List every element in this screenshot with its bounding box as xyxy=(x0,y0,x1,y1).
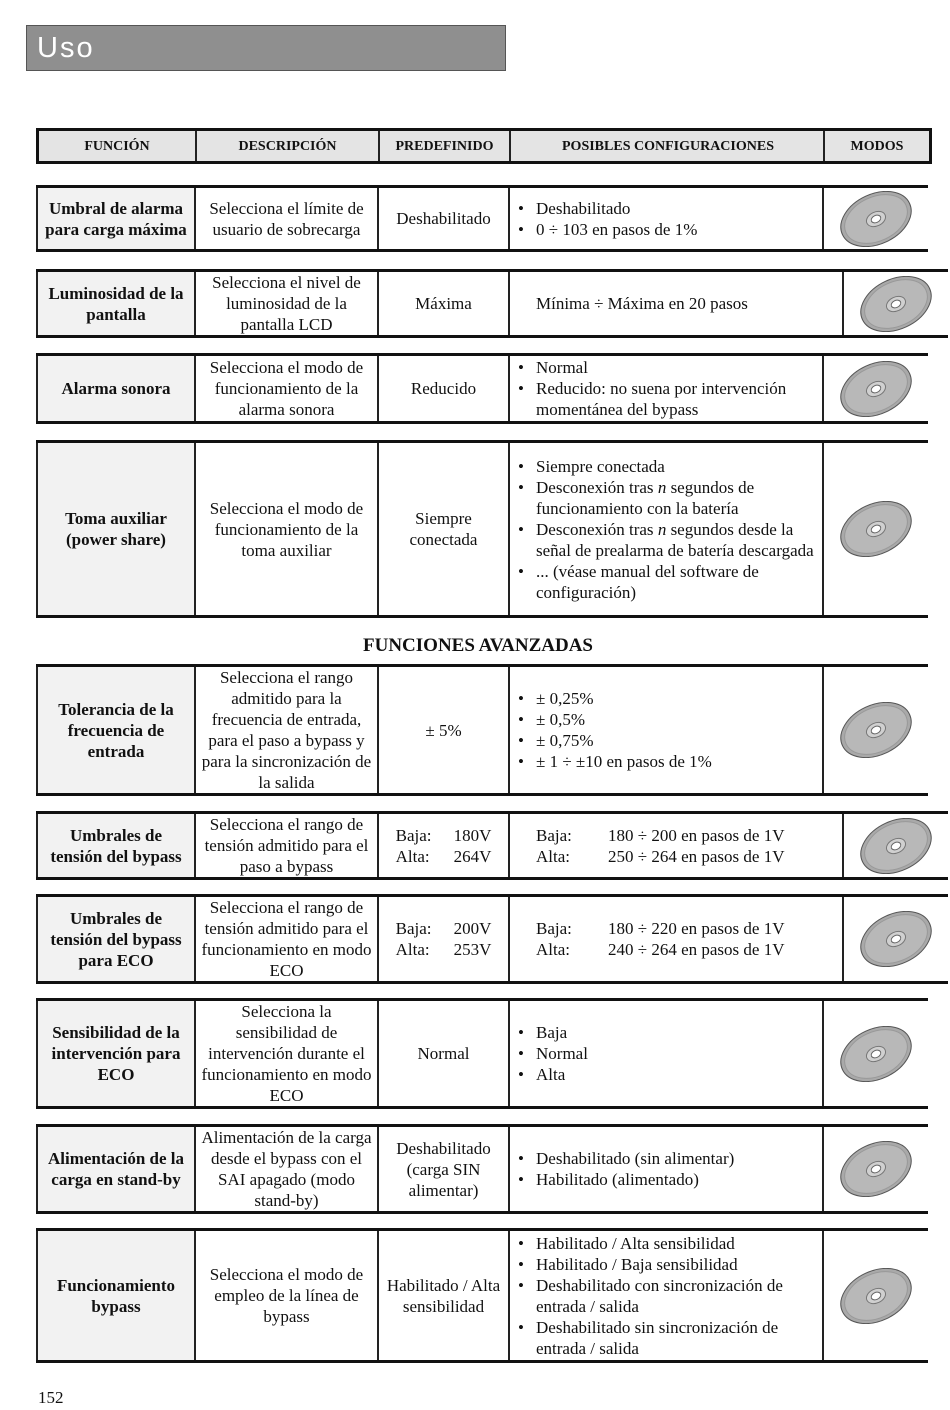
cfg-low-value: 180 ÷ 220 en pasos de 1V xyxy=(608,919,785,938)
row-funcion: Alimentación de la carga en stand-by xyxy=(37,1126,195,1213)
row-predefinido xyxy=(378,813,509,879)
config-item: • Habilitado / Alta sensibilidad xyxy=(536,1233,818,1254)
row-predefinido xyxy=(378,896,509,983)
cfg-low-label: Baja: xyxy=(536,825,572,845)
table-row xyxy=(36,811,948,880)
row-config xyxy=(509,355,823,423)
row-descripcion: Selecciona el rango de tensión admitido para el funcionamiento en modo ECO xyxy=(195,896,378,983)
mode-cell xyxy=(823,1000,928,1108)
pred-high-value: 253V xyxy=(453,940,492,959)
mode-cell xyxy=(823,355,928,423)
header-predefinido: PREDEFINIDO xyxy=(379,130,510,163)
row-funcion: Umbrales de tensión del bypass para ECO xyxy=(37,896,195,983)
row-predefinido: ± 5% xyxy=(378,666,509,795)
row-descripcion: Selecciona el modo de funcionamiento de la alarma sonora xyxy=(195,355,378,423)
row-config xyxy=(509,896,843,983)
row-predefinido: Reducido xyxy=(378,355,509,423)
config-item: • Deshabilitado con sincronización de entrada / salida xyxy=(536,1275,818,1317)
table-row xyxy=(36,1228,928,1363)
cfg-low-value: 180 ÷ 200 en pasos de 1V xyxy=(608,825,785,845)
cfg-low-label: Baja: xyxy=(536,919,572,938)
cd-disc-icon xyxy=(836,702,916,758)
page-title: Uso xyxy=(37,32,95,64)
row-config xyxy=(509,1000,823,1108)
table-row xyxy=(36,998,928,1109)
pred-low-value: 180V xyxy=(453,825,492,845)
row-funcion: Tolerancia de la frecuencia de entrada xyxy=(37,666,195,795)
row-funcion: Luminosidad de la pantalla xyxy=(37,271,195,337)
row-config xyxy=(509,187,823,251)
pred-high-label: Alta: xyxy=(395,940,430,959)
mode-cell xyxy=(823,187,928,251)
mode-cell xyxy=(843,271,948,337)
row-config xyxy=(509,813,843,879)
cfg-high-label: Alta: xyxy=(536,940,570,959)
page-title-box xyxy=(26,25,506,71)
mode-cell xyxy=(823,666,928,795)
cd-disc-icon xyxy=(836,1268,916,1324)
config-item: • ± 0,25% xyxy=(536,688,818,709)
table-row xyxy=(36,185,928,252)
row-funcion: Funcionamiento bypass xyxy=(37,1230,195,1362)
cfg-high-value: 250 ÷ 264 en pasos de 1V xyxy=(608,846,785,866)
config-item: • ± 1 ÷ ±10 en pasos de 1% xyxy=(536,751,818,772)
header-funcion: FUNCIÓN xyxy=(38,130,197,163)
cd-disc-icon xyxy=(856,818,936,874)
config-item: • Desconexión tras n segundos de funcionamiento con la batería xyxy=(536,477,818,519)
row-descripcion: Selecciona el límite de usuario de sobrecarga xyxy=(195,187,378,251)
pred-low-label: Baja: xyxy=(395,825,432,845)
cd-disc-icon xyxy=(856,276,936,332)
mode-cell xyxy=(823,442,928,617)
config-item: • ± 0,75% xyxy=(536,730,818,751)
row-predefinido: Deshabilitado (carga SIN alimentar) xyxy=(378,1126,509,1213)
config-item: • Baja xyxy=(536,1022,818,1043)
row-predefinido: Habilitado / Alta sensibilidad xyxy=(378,1230,509,1362)
row-descripcion: Selecciona el rango de tensión admitido para el paso a bypass xyxy=(195,813,378,879)
page-number: 152 xyxy=(38,1388,64,1407)
section-heading-advanced: FUNCIONES AVANZADAS xyxy=(363,635,593,656)
header-configuraciones: POSIBLES CONFIGURACIONES xyxy=(510,130,824,163)
row-config xyxy=(509,1126,823,1213)
config-item: • Alta xyxy=(536,1064,818,1085)
header-descripcion: DESCRIPCIÓN xyxy=(196,130,379,163)
pred-high-label: Alta: xyxy=(395,846,430,866)
config-item: • Siempre conectada xyxy=(536,456,818,477)
table-row xyxy=(36,440,928,618)
row-descripcion: Selecciona el modo de funcionamiento de la toma auxiliar xyxy=(195,442,378,617)
table-row xyxy=(36,353,928,424)
row-predefinido: Siempre conectada xyxy=(378,442,509,617)
table-header xyxy=(36,128,932,164)
cd-disc-icon xyxy=(836,501,916,557)
mode-cell xyxy=(823,1126,928,1213)
row-config xyxy=(509,1230,823,1362)
pred-high-value: 264V xyxy=(453,846,492,866)
row-funcion: Umbral de alarma para carga máxima xyxy=(37,187,195,251)
row-predefinido: Máxima xyxy=(378,271,509,337)
row-predefinido: Deshabilitado xyxy=(378,187,509,251)
table-row xyxy=(36,664,928,796)
cd-disc-icon xyxy=(836,1026,916,1082)
table-row xyxy=(36,269,948,338)
config-item: • Desconexión tras n segundos desde la señal de prealarma de batería descargada xyxy=(536,519,818,561)
row-predefinido: Normal xyxy=(378,1000,509,1108)
config-item: • Normal xyxy=(536,1043,818,1064)
pred-low-value: 200V xyxy=(453,919,492,938)
cd-disc-icon xyxy=(836,361,916,417)
cd-disc-icon xyxy=(836,191,916,247)
row-config xyxy=(509,666,823,795)
cfg-high-value: 240 ÷ 264 en pasos de 1V xyxy=(608,940,785,959)
pred-low-label: Baja: xyxy=(395,919,432,938)
config-item: • Deshabilitado xyxy=(536,198,818,219)
row-funcion: Alarma sonora xyxy=(37,355,195,423)
row-config xyxy=(509,442,823,617)
row-funcion: Sensibilidad de la intervención para ECO xyxy=(37,1000,195,1108)
config-item: • ... (véase manual del software de configuración) xyxy=(536,561,818,603)
cd-disc-icon xyxy=(836,1141,916,1197)
config-item: • Normal xyxy=(536,357,818,378)
config-item: • Deshabilitado sin sincronización de entrada / salida xyxy=(536,1317,818,1359)
config-item: • Habilitado / Baja sensibilidad xyxy=(536,1254,818,1275)
row-descripcion: Selecciona el rango admitido para la frecuencia de entrada, para el paso a bypass y para la sincronización de la salida xyxy=(195,666,378,795)
row-descripcion: Selecciona la sensibilidad de intervención durante el funcionamiento en modo ECO xyxy=(195,1000,378,1108)
config-item: • 0 ÷ 103 en pasos de 1% xyxy=(536,219,818,240)
mode-cell xyxy=(843,813,948,879)
config-item: • Reducido: no suena por intervención momentánea del bypass xyxy=(536,378,818,420)
table-row xyxy=(36,894,948,984)
row-descripcion: Selecciona el modo de empleo de la línea de bypass xyxy=(195,1230,378,1362)
row-descripcion: Selecciona el nivel de luminosidad de la pantalla LCD xyxy=(195,271,378,337)
mode-cell xyxy=(843,896,948,983)
cd-disc-icon xyxy=(856,911,936,967)
cfg-high-label: Alta: xyxy=(536,846,570,866)
row-funcion: Umbrales de tensión del bypass xyxy=(37,813,195,879)
row-config: Mínima ÷ Máxima en 20 pasos xyxy=(509,271,843,337)
config-item: • ± 0,5% xyxy=(536,709,818,730)
config-item: • Habilitado (alimentado) xyxy=(536,1169,818,1190)
row-descripcion: Alimentación de la carga desde el bypass con el SAI apagado (modo stand-by) xyxy=(195,1126,378,1213)
row-funcion: Toma auxiliar (power share) xyxy=(37,442,195,617)
header-modos: MODOS xyxy=(824,130,931,163)
table-row xyxy=(36,1124,928,1214)
mode-cell xyxy=(823,1230,928,1362)
config-item: • Deshabilitado (sin alimentar) xyxy=(536,1148,818,1169)
